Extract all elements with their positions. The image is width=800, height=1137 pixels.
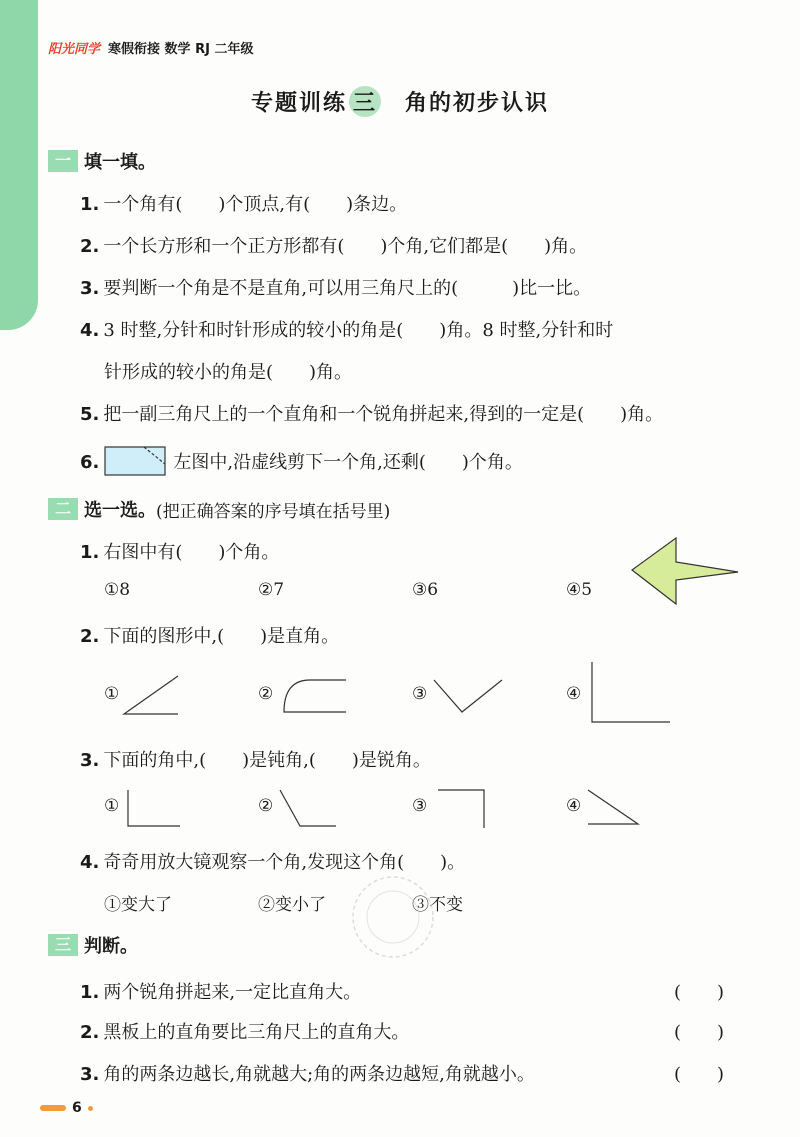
s3-q1-answer-blank[interactable]: ( ) xyxy=(674,982,725,1003)
s2-question-3: 3. 下面的角中,( )是钝角,( )是锐角。 xyxy=(80,750,431,771)
cut-rectangle-figure xyxy=(104,446,166,476)
s3-question-1: 1. 两个锐角拼起来,一定比直角大。 xyxy=(80,982,362,1003)
q2-angle-1 xyxy=(122,672,182,716)
s3-q3-answer-blank[interactable]: ( ) xyxy=(674,1064,725,1085)
s2-q3-option-2: ② xyxy=(258,796,274,816)
s2-question-2: 2. 下面的图形中,( )是直角。 xyxy=(80,626,340,647)
q2-angle-4 xyxy=(588,660,672,724)
s3-question-2: 2. 黑板上的直角要比三角尺上的直角大。 xyxy=(80,1022,410,1043)
green-margin-tab xyxy=(0,0,38,330)
q3-angle-3 xyxy=(436,786,490,830)
title-number: 三 xyxy=(349,86,381,117)
s2-q3-option-3: ③ xyxy=(412,796,428,816)
s2-q4-option-1: ①变大了 xyxy=(104,895,172,915)
s1-question-1: 1. 一个角有( )个顶点,有( )条边。 xyxy=(80,194,408,215)
s2-question-1: 1. 右图中有( )个角。 xyxy=(80,542,280,563)
s2-q2-option-3: ③ xyxy=(412,684,428,704)
section-1-heading xyxy=(48,148,156,174)
library-stamp-watermark xyxy=(318,862,468,962)
q3-angle-4 xyxy=(586,786,642,830)
arrow-shape-figure xyxy=(630,536,742,608)
s1-question-4-cont: 针形成的较小的角是( )角。 xyxy=(104,362,353,383)
q2-angle-3 xyxy=(432,676,504,716)
section-3-badge: 三 xyxy=(48,934,78,956)
section-3-title: 判断。 xyxy=(84,936,138,957)
s2-question-4: 4. 奇奇用放大镜观察一个角,发现这个角( )。 xyxy=(80,852,466,873)
s3-question-3: 3. 角的两条边越长,角就越大;角的两条边越短,角就越小。 xyxy=(80,1064,535,1085)
s2-q2-option-2: ② xyxy=(258,684,274,704)
header-subtitle: 寒假衔接 数学 RJ 二年级 xyxy=(108,42,254,57)
page-footer xyxy=(40,1100,93,1116)
section-2-heading xyxy=(48,496,390,522)
section-2-badge: 二 xyxy=(48,498,78,520)
s1-question-5: 5. 把一副三角尺上的一个直角和一个锐角拼起来,得到的一定是( )角。 xyxy=(80,404,664,425)
title-prefix: 专题训练 xyxy=(250,91,347,116)
s1-question-6: 6. 左图中,沿虚线剪下一个角,还剩( )个角。 xyxy=(80,452,523,473)
q3-angle-1 xyxy=(124,788,182,830)
s2-q1-option-4: ④5 xyxy=(566,580,593,600)
footer-dot-decoration xyxy=(88,1106,93,1111)
page-number: 6 xyxy=(72,1100,82,1116)
s1-question-4: 4. 3 时整,分针和时针形成的较小的角是( )角。8 时整,分针和时 xyxy=(80,320,614,341)
section-2-title: 选一选。 xyxy=(84,500,156,521)
page-header xyxy=(48,38,253,57)
s2-q4-option-2: ②变小了 xyxy=(258,895,326,915)
section-3-heading xyxy=(48,932,138,958)
s2-q3-option-4: ④ xyxy=(566,796,582,816)
q3-angle-2 xyxy=(278,788,338,830)
s3-q2-answer-blank[interactable]: ( ) xyxy=(674,1022,725,1043)
s2-q1-option-2: ②7 xyxy=(258,580,285,600)
q2-angle-2 xyxy=(280,676,350,716)
s2-q1-option-1: ①8 xyxy=(104,580,131,600)
page-title xyxy=(0,86,800,117)
s1-question-2: 2. 一个长方形和一个正方形都有( )个角,它们都是( )角。 xyxy=(80,236,588,257)
section-1-badge: 一 xyxy=(48,150,78,172)
section-1-title: 填一填。 xyxy=(84,152,156,173)
brand-logo: 阳光同学 xyxy=(48,42,101,57)
title-topic: 角的初步认识 xyxy=(405,91,550,116)
s2-q2-option-1: ① xyxy=(104,684,120,704)
footer-bar-decoration xyxy=(40,1105,66,1111)
s2-q3-option-1: ① xyxy=(104,796,120,816)
s1-question-3: 3. 要判断一个角是不是直角,可以用三角尺上的( )比一比。 xyxy=(80,278,592,299)
s2-q4-option-3: ③不变 xyxy=(412,895,463,915)
s2-q1-option-3: ③6 xyxy=(412,580,439,600)
s2-q2-option-4: ④ xyxy=(566,684,582,704)
section-2-note: (把正确答案的序号填在括号里) xyxy=(156,501,391,522)
